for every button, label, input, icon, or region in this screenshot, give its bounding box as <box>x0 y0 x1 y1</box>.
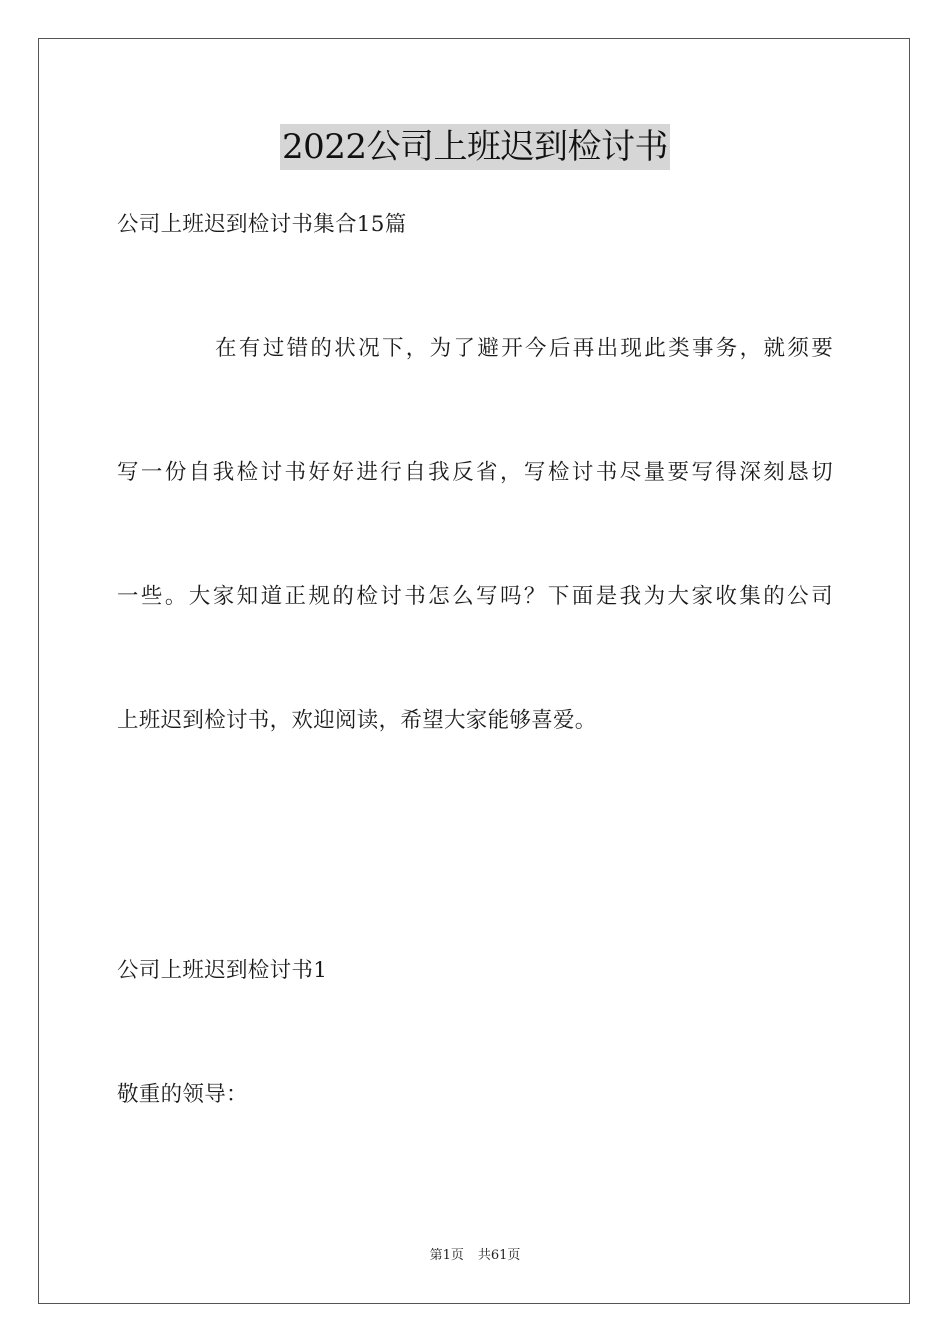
document-title: 2022公司上班迟到检讨书 <box>280 124 670 170</box>
intro-line-1 <box>117 334 833 364</box>
salutation: 敬重的领导： <box>117 1082 248 1107</box>
page-number-total: 共61页 <box>477 1248 521 1263</box>
section-heading: 公司上班迟到检讨书1 <box>117 958 328 983</box>
intro-line-3: 一些。大家知道正规的检讨书怎么写吗？下面是我为大家收集的公司 <box>117 584 833 609</box>
intro-line-2: 写一份自我检讨书好好进行自我反省，写检讨书尽量要写得深刻恳切 <box>117 460 833 485</box>
page-footer <box>0 1247 950 1265</box>
intro-line-1-text: 在有过错的状况下，为了避开今后再出现此类事务，就须要 <box>213 336 833 361</box>
title-container <box>0 124 950 170</box>
intro-line-4: 上班迟到检讨书，欢迎阅读，希望大家能够喜爱。 <box>117 708 597 733</box>
page-number-current: 第1页 <box>429 1248 464 1263</box>
document-subtitle: 公司上班迟到检讨书集合15篇 <box>117 212 407 237</box>
